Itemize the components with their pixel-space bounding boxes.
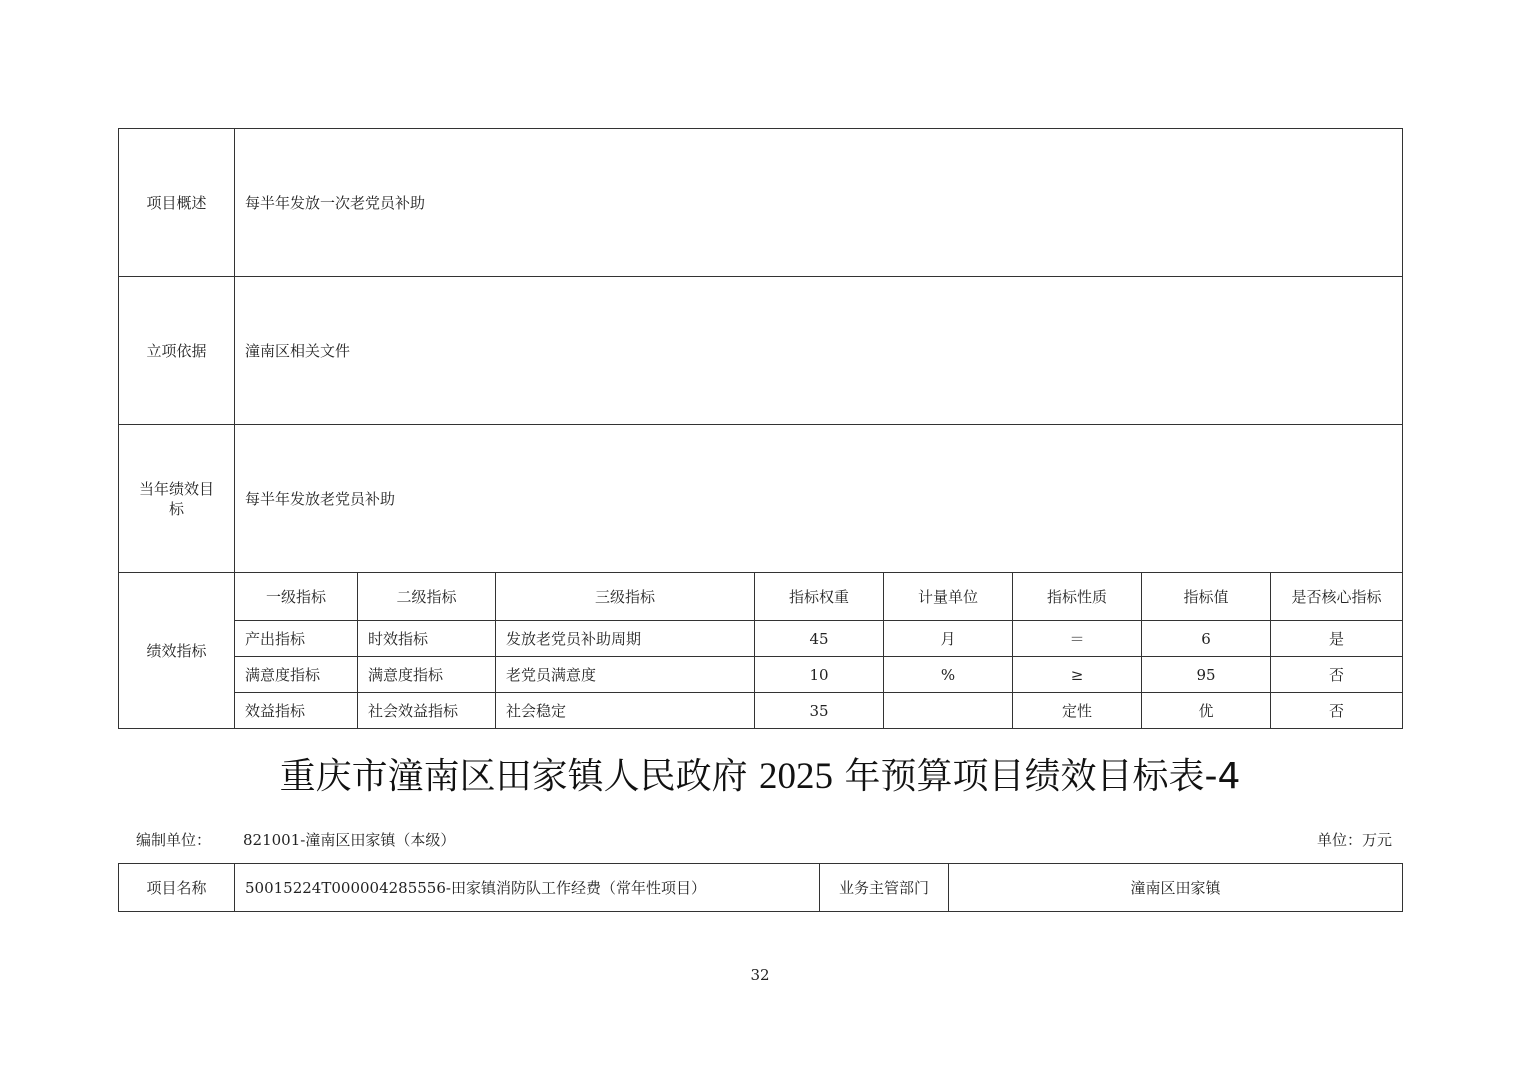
row2-weight: 10 <box>755 657 884 693</box>
indicators-section-label: 绩效指标 <box>119 573 235 729</box>
row1-weight: 45 <box>755 621 884 657</box>
row3-level1: 效益指标 <box>235 693 358 729</box>
header-level2: 二级指标 <box>358 573 496 621</box>
currency-unit: 单位：万元 <box>1316 831 1392 849</box>
header-unit: 计量单位 <box>884 573 1013 621</box>
basis-label: 立项依据 <box>119 277 235 425</box>
row1-value: 6 <box>1142 621 1271 657</box>
compiler-value: 821001-潼南区田家镇（本级） <box>243 831 456 849</box>
header-nature: 指标性质 <box>1013 573 1142 621</box>
table-row <box>119 621 1403 657</box>
project-name-row <box>119 864 1403 912</box>
row1-level2: 时效指标 <box>358 621 496 657</box>
header-level3: 三级指标 <box>496 573 755 621</box>
project-name-label: 项目名称 <box>119 864 235 912</box>
page-title <box>0 748 1520 799</box>
row2-level2: 满意度指标 <box>358 657 496 693</box>
row1-level3: 发放老党员补助周期 <box>496 621 755 657</box>
row3-weight: 35 <box>755 693 884 729</box>
department-label: 业务主管部门 <box>820 864 949 912</box>
row2-level1: 满意度指标 <box>235 657 358 693</box>
row3-unit <box>884 693 1013 729</box>
header-value: 指标值 <box>1142 573 1271 621</box>
annual-goal-row <box>119 425 1403 573</box>
title-year: 2025 <box>759 756 834 797</box>
basis-value: 潼南区相关文件 <box>235 277 1403 425</box>
annual-goal-label <box>119 425 235 573</box>
project-summary-row <box>119 129 1403 277</box>
title-suffix: 年预算项目绩效目标表-4 <box>844 756 1241 797</box>
table-row <box>119 693 1403 729</box>
annual-goal-value: 每半年发放老党员补助 <box>235 425 1403 573</box>
row1-level1: 产出指标 <box>235 621 358 657</box>
row1-unit: 月 <box>884 621 1013 657</box>
row3-level2: 社会效益指标 <box>358 693 496 729</box>
basis-row <box>119 277 1403 425</box>
department-value: 潼南区田家镇 <box>949 864 1403 912</box>
header-level1: 一级指标 <box>235 573 358 621</box>
indicator-header-row <box>119 573 1403 621</box>
table-row <box>119 657 1403 693</box>
row2-level3: 老党员满意度 <box>496 657 755 693</box>
row2-nature: ≥ <box>1013 657 1142 693</box>
project-info-table <box>118 863 1403 912</box>
row2-value: 95 <box>1142 657 1271 693</box>
performance-target-table <box>118 128 1403 729</box>
row3-nature: 定性 <box>1013 693 1142 729</box>
project-name-value: 50015224T000004285556-田家镇消防队工作经费（常年性项目） <box>235 864 820 912</box>
header-core: 是否核心指标 <box>1271 573 1403 621</box>
row3-level3: 社会稳定 <box>496 693 755 729</box>
project-summary-value: 每半年发放一次老党员补助 <box>235 129 1403 277</box>
row1-nature: ＝ <box>1013 621 1142 657</box>
row2-unit: % <box>884 657 1013 693</box>
annual-goal-label-line1: 当年绩效目 <box>138 479 214 498</box>
row1-core: 是 <box>1271 621 1403 657</box>
row3-value: 优 <box>1142 693 1271 729</box>
compiler-label: 编制单位： <box>136 831 212 849</box>
row2-core: 否 <box>1271 657 1403 693</box>
page-number: 32 <box>750 966 770 984</box>
header-weight: 指标权重 <box>755 573 884 621</box>
row3-core: 否 <box>1271 693 1403 729</box>
project-summary-label: 项目概述 <box>119 129 235 277</box>
title-prefix: 重庆市潼南区田家镇人民政府 <box>279 756 748 797</box>
annual-goal-label-line2: 标 <box>168 499 184 518</box>
